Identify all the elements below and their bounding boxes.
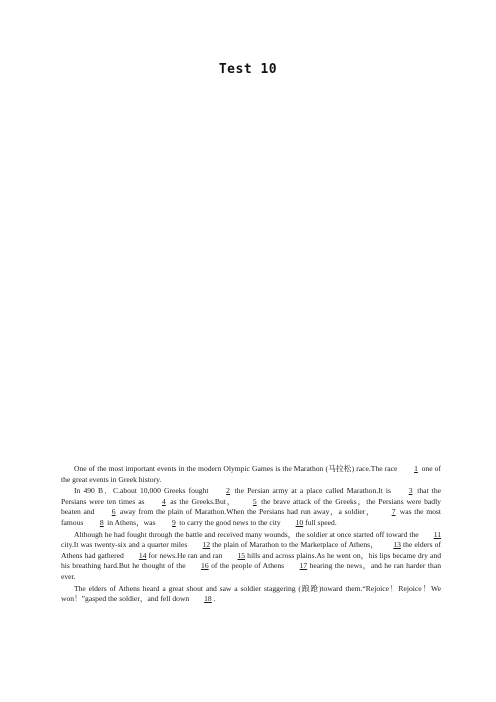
blank-number: 12 [202, 540, 211, 550]
passage-text: the brave attack of the Greeks，the Persians were badly beaten and [61, 496, 441, 517]
blank-number: 13 [393, 540, 401, 550]
page-title: Test 10 [218, 62, 278, 77]
passage-text: to carry the good news to the city [177, 517, 283, 527]
passage-text: hills and across plains.As he went on，his lips became dry and his breathing hard.But he thought of the [61, 550, 441, 571]
blank-number: 16 [201, 561, 209, 571]
passage-body [61, 464, 441, 605]
passage-paragraph [61, 486, 441, 528]
blank-number: 1 [414, 464, 418, 473]
blank-number: 11 [433, 529, 441, 539]
passage-text: hearing the news，and he ran harder than ever. [61, 561, 441, 581]
passage-text: was the most famous [61, 507, 441, 527]
passage-text: for news.He ran and ran [146, 550, 225, 560]
passage-text: the Persian army at a place called Marathon.It is [231, 486, 395, 496]
passage-text: of the people of Athens [208, 561, 287, 571]
passage-paragraph [61, 464, 441, 485]
passage-text: one of the great events in Greek history. [61, 464, 442, 484]
blank-number: 18 [204, 594, 212, 604]
passage-text: as the Greeks.But， [167, 496, 239, 506]
blank-number: 3 [408, 486, 413, 496]
blank-number: 9 [171, 517, 176, 527]
passage-text: Although he had fought through the battle and received many wounds，the soldier at once started off toward the [74, 529, 421, 539]
blank-number: 15 [237, 550, 246, 560]
blank-number: 17 [299, 561, 308, 571]
passage-text: The elders of Athens heard a great shout and saw a soldier staggering (踉跄)toward them.“Rejoice！Rejoice！We won！”gasped the soldier，and fell down [61, 583, 441, 604]
blank-number: 14 [138, 550, 147, 560]
passage-paragraph [61, 584, 441, 605]
passage-text: in Athens，was [105, 517, 158, 527]
passage-text: away from the plain of Marathon.When the Persians had run away，a soldier， [117, 507, 378, 517]
passage-text: city.It was twenty-six and a quarter miles [61, 540, 190, 550]
passage-text: full speed. [303, 517, 337, 527]
blank-number: 8 [99, 517, 104, 527]
passage-text: One of the most important events in the modern Olympic Games is the Marathon (马拉松) race.The race [74, 464, 400, 473]
blank-number: 6 [111, 507, 116, 517]
blank-number: 4 [161, 496, 166, 506]
passage-text: that the Persians were ten times as [61, 486, 441, 506]
passage-text: the plain of Marathon to the Marketplace of Athens， [210, 540, 381, 550]
passage-text: In 490 B．C.about 10,000 Greeks fought [74, 486, 212, 496]
blank-number: 2 [226, 486, 230, 496]
passage-text: the elders of Athens had gathered [61, 540, 441, 560]
blank-number: 7 [391, 507, 396, 517]
passage-text: . [211, 594, 216, 604]
blank-number: 5 [252, 496, 257, 506]
passage-paragraph [61, 530, 441, 583]
blank-number: 10 [295, 517, 304, 527]
